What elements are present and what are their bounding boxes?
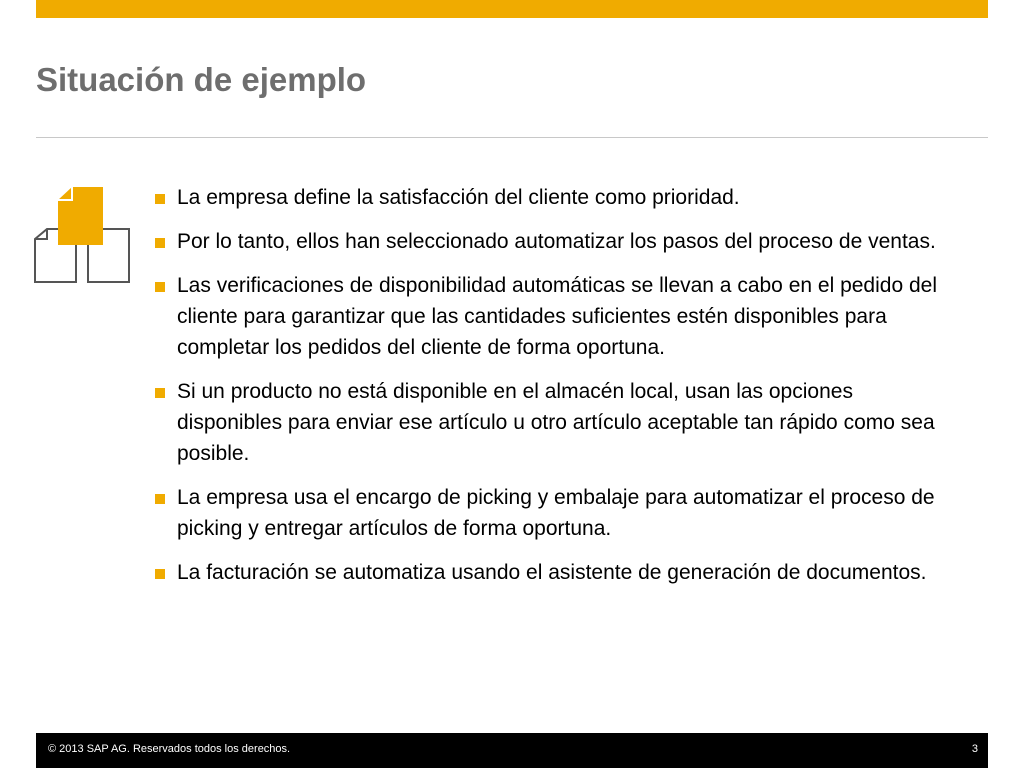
copyright-text: © 2013 SAP AG. Reservados todos los derechos. xyxy=(48,743,291,755)
bullet-text: Por lo tanto, ellos han seleccionado automatizar los pasos del proceso de ventas. xyxy=(177,230,936,253)
bullet-list xyxy=(152,182,952,601)
bullet-item xyxy=(152,557,952,588)
bullet-marker xyxy=(155,238,165,248)
bullet-item xyxy=(152,182,952,213)
documents-icon xyxy=(33,186,133,284)
bullet-text: La empresa define la satisfacción del cliente como prioridad. xyxy=(177,186,740,209)
bullet-marker xyxy=(155,494,165,504)
slide-title: Situación de ejemplo xyxy=(36,61,367,98)
bullet-item xyxy=(152,270,952,363)
bullet-item xyxy=(152,376,952,469)
footer-bar xyxy=(36,733,988,768)
bullet-text: Las verificaciones de disponibilidad automáticas se llevan a cabo en el pedido del cliente para garantizar que las cantidades suficientes estén disponibles para completar los pedidos del cliente de forma oportuna. xyxy=(177,274,937,359)
bullet-item xyxy=(152,482,952,544)
bullet-item xyxy=(152,226,952,257)
bullet-marker xyxy=(155,282,165,292)
bullet-marker xyxy=(155,194,165,204)
title-divider xyxy=(36,137,988,138)
page-number: 3 xyxy=(971,743,978,755)
bullet-text: Si un producto no está disponible en el almacén local, usan las opciones disponibles para enviar ese artículo u otro artículo aceptable tan rápido como sea posible. xyxy=(177,380,935,465)
top-accent-bar xyxy=(36,0,988,18)
bullet-text: La facturación se automatiza usando el asistente de generación de documentos. xyxy=(177,561,927,584)
bullet-text: La empresa usa el encargo de picking y embalaje para automatizar el proceso de picking y entregar artículos de forma oportuna. xyxy=(177,486,935,540)
bullet-marker xyxy=(155,388,165,398)
bullet-marker xyxy=(155,569,165,579)
